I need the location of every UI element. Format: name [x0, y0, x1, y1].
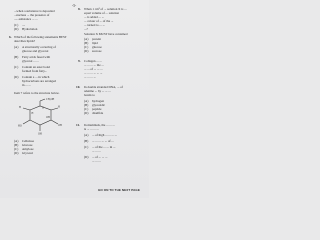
q8-option-text: protein — [92, 37, 102, 41]
svg-text:O: O — [42, 106, 44, 110]
q11-option-line: ... ... ... — [92, 159, 101, 163]
q11-option-line: ... ... ... ... ... of ... — [92, 139, 114, 143]
q10-option-text: hydrogen — [92, 99, 105, 103]
q10-option-letter: (B) — [84, 103, 89, 107]
q6-option-letter: (B) — [14, 55, 19, 59]
q6-option-line: Contain an ester bond — [22, 65, 50, 69]
q7-option-text: Glucose — [22, 143, 33, 147]
svg-text:H: H — [58, 105, 60, 109]
q7-option-text: Cellulose — [22, 139, 35, 143]
q7-option-text: Glycerol — [22, 151, 34, 155]
page-number: -5- — [72, 4, 77, 8]
q7-option-letter: (A) — [14, 139, 19, 143]
q9-stem-line: ... ... ... ... the ... — [84, 63, 104, 67]
q6-option-line: Fatty acids fused with — [22, 55, 51, 59]
q6-option-line: formed from fatty... — [22, 69, 48, 73]
q8-option-letter: (B) — [84, 41, 89, 45]
q8-stem-line: equal volume of ... solution — [84, 11, 119, 15]
q11-option-line: ... of ... ... ... — [92, 155, 108, 159]
q6-option-line: hydrocarbons are arranged — [22, 79, 56, 83]
q5-option-text: .... — [22, 23, 26, 27]
q8-stem-line: ... is added ... ... — [84, 15, 105, 19]
q8-stem-line: When 1 cm³ of ... solution X is ... — [84, 7, 127, 11]
q5-option-text: Hydrolation — [22, 27, 38, 31]
q8-option-letter: (D) — [84, 49, 89, 53]
q8-stem-line: ... turned to ... ... — [84, 23, 105, 27]
q11-option-line: ... ... ... — [92, 149, 101, 153]
q11-option-letter: (B) — [84, 139, 89, 143]
q8-option-letter: (A) — [84, 37, 89, 41]
svg-text:OH: OH — [46, 116, 50, 119]
q8-option-text: sucrose — [92, 49, 102, 53]
q8-option-text: glucose — [92, 45, 102, 49]
q5-stem-line: ...when a substance is deposited — [14, 9, 55, 13]
q5-stem-line: ......substance ... ... — [14, 17, 38, 21]
q6-option-line: glycerol ... ... — [22, 59, 39, 63]
q5-option-letter: (C) — [14, 23, 19, 27]
svg-text:H: H — [19, 106, 21, 109]
ring-structure-diagram — [18, 98, 66, 136]
q7-option-letter: (D) — [14, 151, 19, 155]
q6-option-letter: (D) — [14, 75, 19, 79]
q10-stem-line: adenine ... by ... ... ... — [84, 89, 111, 93]
q7-option-letter: (C) — [14, 147, 19, 151]
question-number: 8. — [78, 7, 81, 11]
q8-option-letter: (C) — [84, 45, 89, 49]
svg-text:H: H — [31, 112, 34, 115]
q9-stem-line: Collagen ... ... — [84, 59, 102, 63]
q7-option-text: Amylose — [22, 147, 34, 151]
q11-option-letter: (D) — [84, 155, 89, 159]
svg-text:CH₂OH: CH₂OH — [46, 98, 55, 101]
svg-text:HO: HO — [18, 124, 22, 128]
q9-stem-line: ... ... ... ... ... ... — [84, 71, 103, 75]
q10-stem-line: bonds to — [84, 93, 95, 97]
question-number: 11. — [76, 123, 81, 127]
q6-option-letter: (A) — [14, 45, 19, 49]
question-number: 9. — [78, 59, 81, 63]
q11-option-line: ... of high ... ... ... ... — [92, 133, 118, 137]
svg-text:OH: OH — [58, 124, 62, 127]
question-number: 6. — [9, 35, 12, 39]
q11-option-letter: (A) — [84, 133, 89, 137]
q5-option-letter: (D) — [14, 27, 19, 31]
q6-option-letter: (C) — [14, 65, 19, 69]
next-page-footer: GO ON TO THE NEXT PAGE — [98, 188, 140, 192]
q6-stem-line: Which of the following statements BEST — [14, 35, 67, 39]
q6-option-line: in ... ... — [22, 83, 31, 87]
exam-page — [0, 0, 149, 198]
q11-option-line: ... of the ... ... in ... — [92, 145, 116, 149]
q11-stem-line: is ... ... ... ... — [84, 127, 99, 131]
q5-stem-line: ...nucleus ... the presence of — [14, 13, 50, 17]
q6-option-line: A structurally occurring of — [22, 45, 56, 49]
q11-stem-line: In mammals, the ... ... ... — [84, 123, 115, 127]
q10-option-text: glycosidic — [92, 103, 106, 107]
q6-option-line: glucose and glycerol — [22, 49, 49, 53]
q6-option-line: Contain a ... in which — [22, 75, 50, 79]
question-number: 10. — [76, 85, 81, 89]
q11-option-letter: (C) — [84, 145, 89, 149]
q10-option-letter: (A) — [84, 99, 89, 103]
q6-stem-line: describes lipids? — [14, 39, 36, 43]
q10-option-text: disulfide — [92, 111, 104, 115]
q8-stem-line: ...? — [84, 27, 88, 31]
q9-stem-line: ... ... of ... ... ... — [84, 67, 103, 71]
q9-stem-line: ... ... ... ... — [84, 75, 96, 79]
q7-option-letter: (B) — [14, 143, 19, 147]
q10-option-letter: (D) — [84, 111, 89, 115]
pyranose-ring — [23, 99, 58, 131]
q10-option-letter: (C) — [84, 107, 89, 111]
q10-option-text: peptide — [92, 107, 102, 111]
q8-stem-line: ... colour of ... of the ... — [84, 19, 114, 23]
q8-option-text: lipid — [92, 41, 98, 45]
q7-stem-line: Item 7 refers to the structure below. — [14, 91, 60, 95]
q8-sub-stem: Solution X MUST have contained — [84, 32, 128, 36]
svg-text:OH: OH — [38, 132, 42, 136]
q10-stem-line: In double stranded DNA, ... of — [84, 85, 123, 89]
